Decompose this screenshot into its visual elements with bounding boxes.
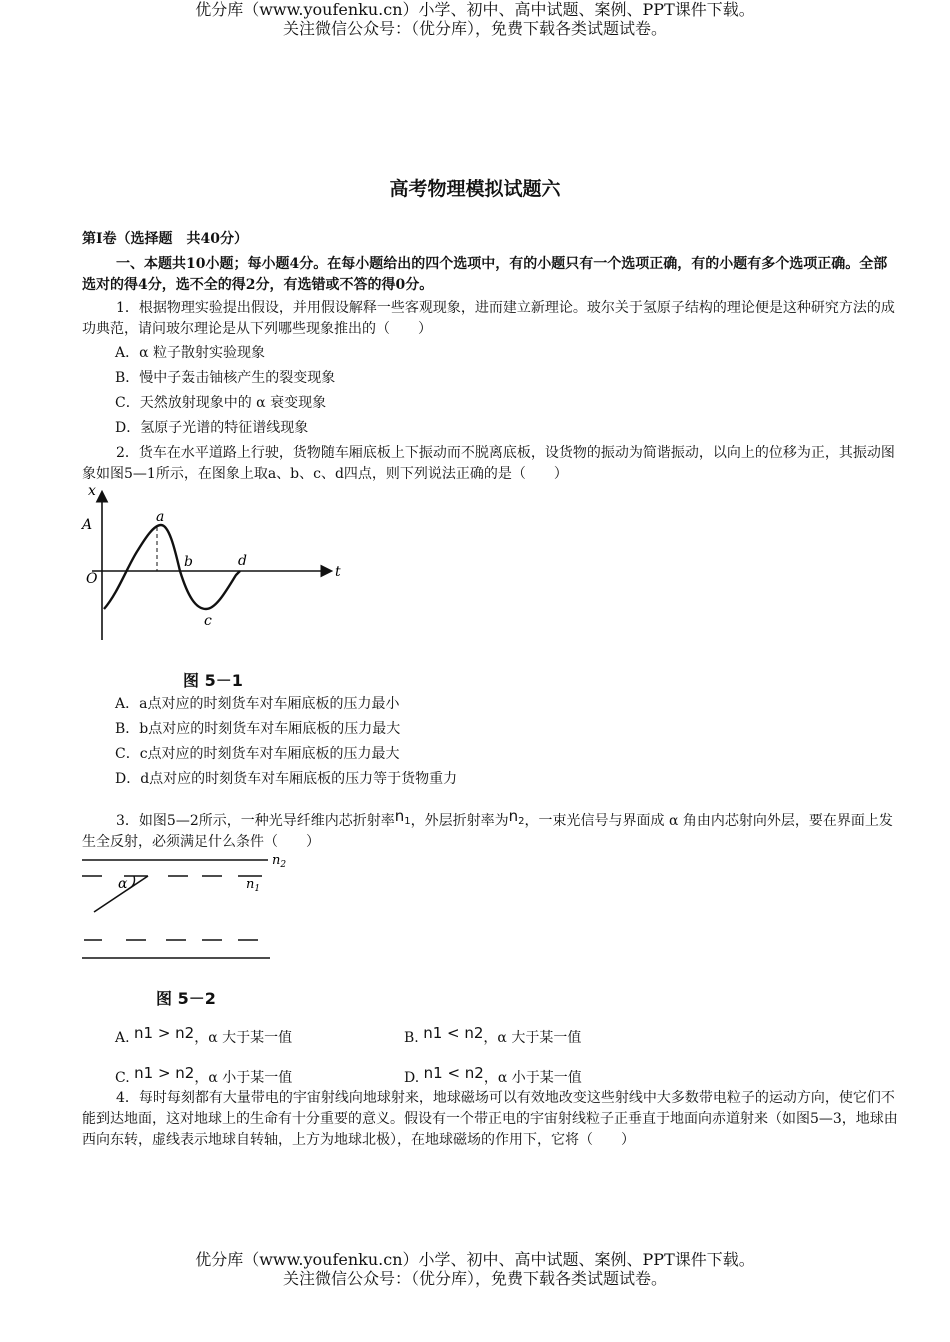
section-heading: 第Ⅰ卷（选择题 共40分） — [82, 231, 249, 247]
option-letter: C. — [115, 1070, 130, 1086]
n2-symbol — [509, 807, 525, 825]
amplitude-label: A — [82, 517, 93, 533]
option-text: ，α 大于某一值 — [483, 1030, 582, 1046]
vibration-curve — [104, 525, 240, 609]
x-axis-label: t — [335, 564, 341, 580]
n1-symbol — [395, 807, 411, 825]
footer-line-2: 关注微信公众号：（优分库），免费下载各类试题试卷。 — [282, 1269, 667, 1288]
header-line-2: 关注微信公众号：（优分库），免费下载各类试题试卷。 — [282, 19, 667, 38]
figure-n2-subscript: 2 — [280, 860, 287, 870]
q3-option-b — [404, 1023, 581, 1049]
q2-option-b: B．b点对应的时刻货车对车厢底板的压力最大 — [115, 721, 401, 737]
q3-stem-part-2: ，外层折射率为 — [410, 813, 509, 829]
q3-option-d — [404, 1063, 582, 1089]
figure-5-1-caption: 图 5－1 — [183, 671, 243, 690]
option-relation: n1 > n2 — [134, 1064, 195, 1082]
figure-n1-label — [246, 877, 260, 894]
n2-subscript: 2 — [518, 816, 525, 827]
footer-line-1: 优分库（www.youfenku.cn）小学、初中、高中试题、案例、PPT课件下载。 — [195, 1250, 755, 1269]
option-relation: n1 > n2 — [134, 1024, 195, 1042]
option-text: ，α 小于某一值 — [483, 1070, 582, 1086]
instructions: 一、本题共10小题；每小题4分。在每小题给出的四个选项中，有的小题只有一个选项正确，有的小题有多个选项正确。全部选对的得4分，选不全的得2分，有选错或不答的得0分。 — [82, 256, 888, 293]
page-title: 高考物理模拟试题六 — [389, 178, 561, 200]
q3-option-c — [115, 1063, 292, 1089]
option-letter: B. — [404, 1030, 419, 1046]
figure-n1-letter: n — [246, 877, 255, 892]
option-text: ，α 小于某一值 — [194, 1070, 293, 1086]
q1-stem: 1．根据物理实验提出假设，并用假设解释一些客观现象，进而建立新理论。玻尔关于氢原子结构的理论便是这种研究方法的成功典范，请问玻尔理论是从下列哪些现象推出的（ ） — [82, 300, 895, 337]
option-letter: A. — [115, 1030, 130, 1046]
q1-option-b: B．慢中子轰击铀核产生的裂变现象 — [115, 370, 336, 386]
option-relation: n1 < n2 — [423, 1024, 484, 1042]
option-letter: D. — [404, 1070, 420, 1086]
q2-option-d: D．d点对应的时刻货车对车厢底板的压力等于货物重力 — [115, 771, 458, 787]
figure-n2-label — [272, 853, 286, 870]
figure-n1-subscript: 1 — [254, 884, 261, 894]
angle-alpha-label: α — [118, 876, 128, 892]
q4-stem: 4．每时每刻都有大量带电的宇宙射线向地球射来，地球磁场可以有效地改变这些射线中大多数带电粒子的运动方向，使它们不能到达地面，这对地球上的生命有十分重要的意义。假设有一个带正电的宇宙射线粒子正垂直于地面向赤道射来（如图5—3，地球由西向东转，虚线表示地球自转轴，上方为地球北极），在地球磁场的作用下，它将（ ） — [82, 1090, 898, 1148]
q2-stem: 2．货车在水平道路上行驶，货物随车厢底板上下振动而不脱离底板，设货物的振动为简谐振动，以向上的位移为正，其振动图象如图5—1所示，在图象上取a、b、c、d四点，则下列说法正确的是（ ） — [82, 445, 895, 482]
n1-subscript: 1 — [404, 816, 411, 827]
q1-option-c: C．天然放射现象中的 α 衰变现象 — [115, 395, 327, 411]
figure-5-2-caption: 图 5－2 — [156, 989, 216, 1008]
q3-stem — [82, 806, 898, 853]
point-d-label: d — [238, 553, 247, 569]
q3-option-a — [115, 1023, 292, 1049]
q1-option-d: D．氢原子光谱的特征谱线现象 — [115, 420, 309, 436]
origin-label: O — [86, 571, 98, 587]
option-relation: n1 < n2 — [423, 1064, 484, 1082]
option-text: ，α 大于某一值 — [194, 1030, 293, 1046]
q2-option-c: C．c点对应的时刻货车对车厢底板的压力最大 — [115, 746, 400, 762]
point-c-label: c — [204, 613, 212, 629]
figure-n2-letter: n — [272, 853, 281, 868]
point-b-label: b — [184, 554, 193, 570]
y-axis-label: x — [88, 485, 96, 499]
header-line-1: 优分库（www.youfenku.cn）小学、初中、高中试题、案例、PPT课件下载。 — [195, 0, 755, 19]
figure-5-1-graph — [78, 485, 348, 650]
q3-stem-part-3: ，一束光信号与界面成 α 角由内芯射向外层，要在界面上发生全反射，必须满足什么条件（ ） — [82, 813, 893, 850]
q2-option-a: A．a点对应的时刻货车对车厢底板的压力最小 — [115, 696, 400, 712]
figure-5-2-fiber — [78, 850, 298, 970]
q1-option-a: A．α 粒子散射实验现象 — [115, 345, 266, 361]
n1-letter: n — [394, 807, 405, 825]
n2-letter: n — [508, 807, 519, 825]
q3-stem-part-1: 3．如图5—2所示，一种光导纤维内芯折射率 — [116, 813, 395, 829]
point-a-label: a — [156, 509, 165, 525]
